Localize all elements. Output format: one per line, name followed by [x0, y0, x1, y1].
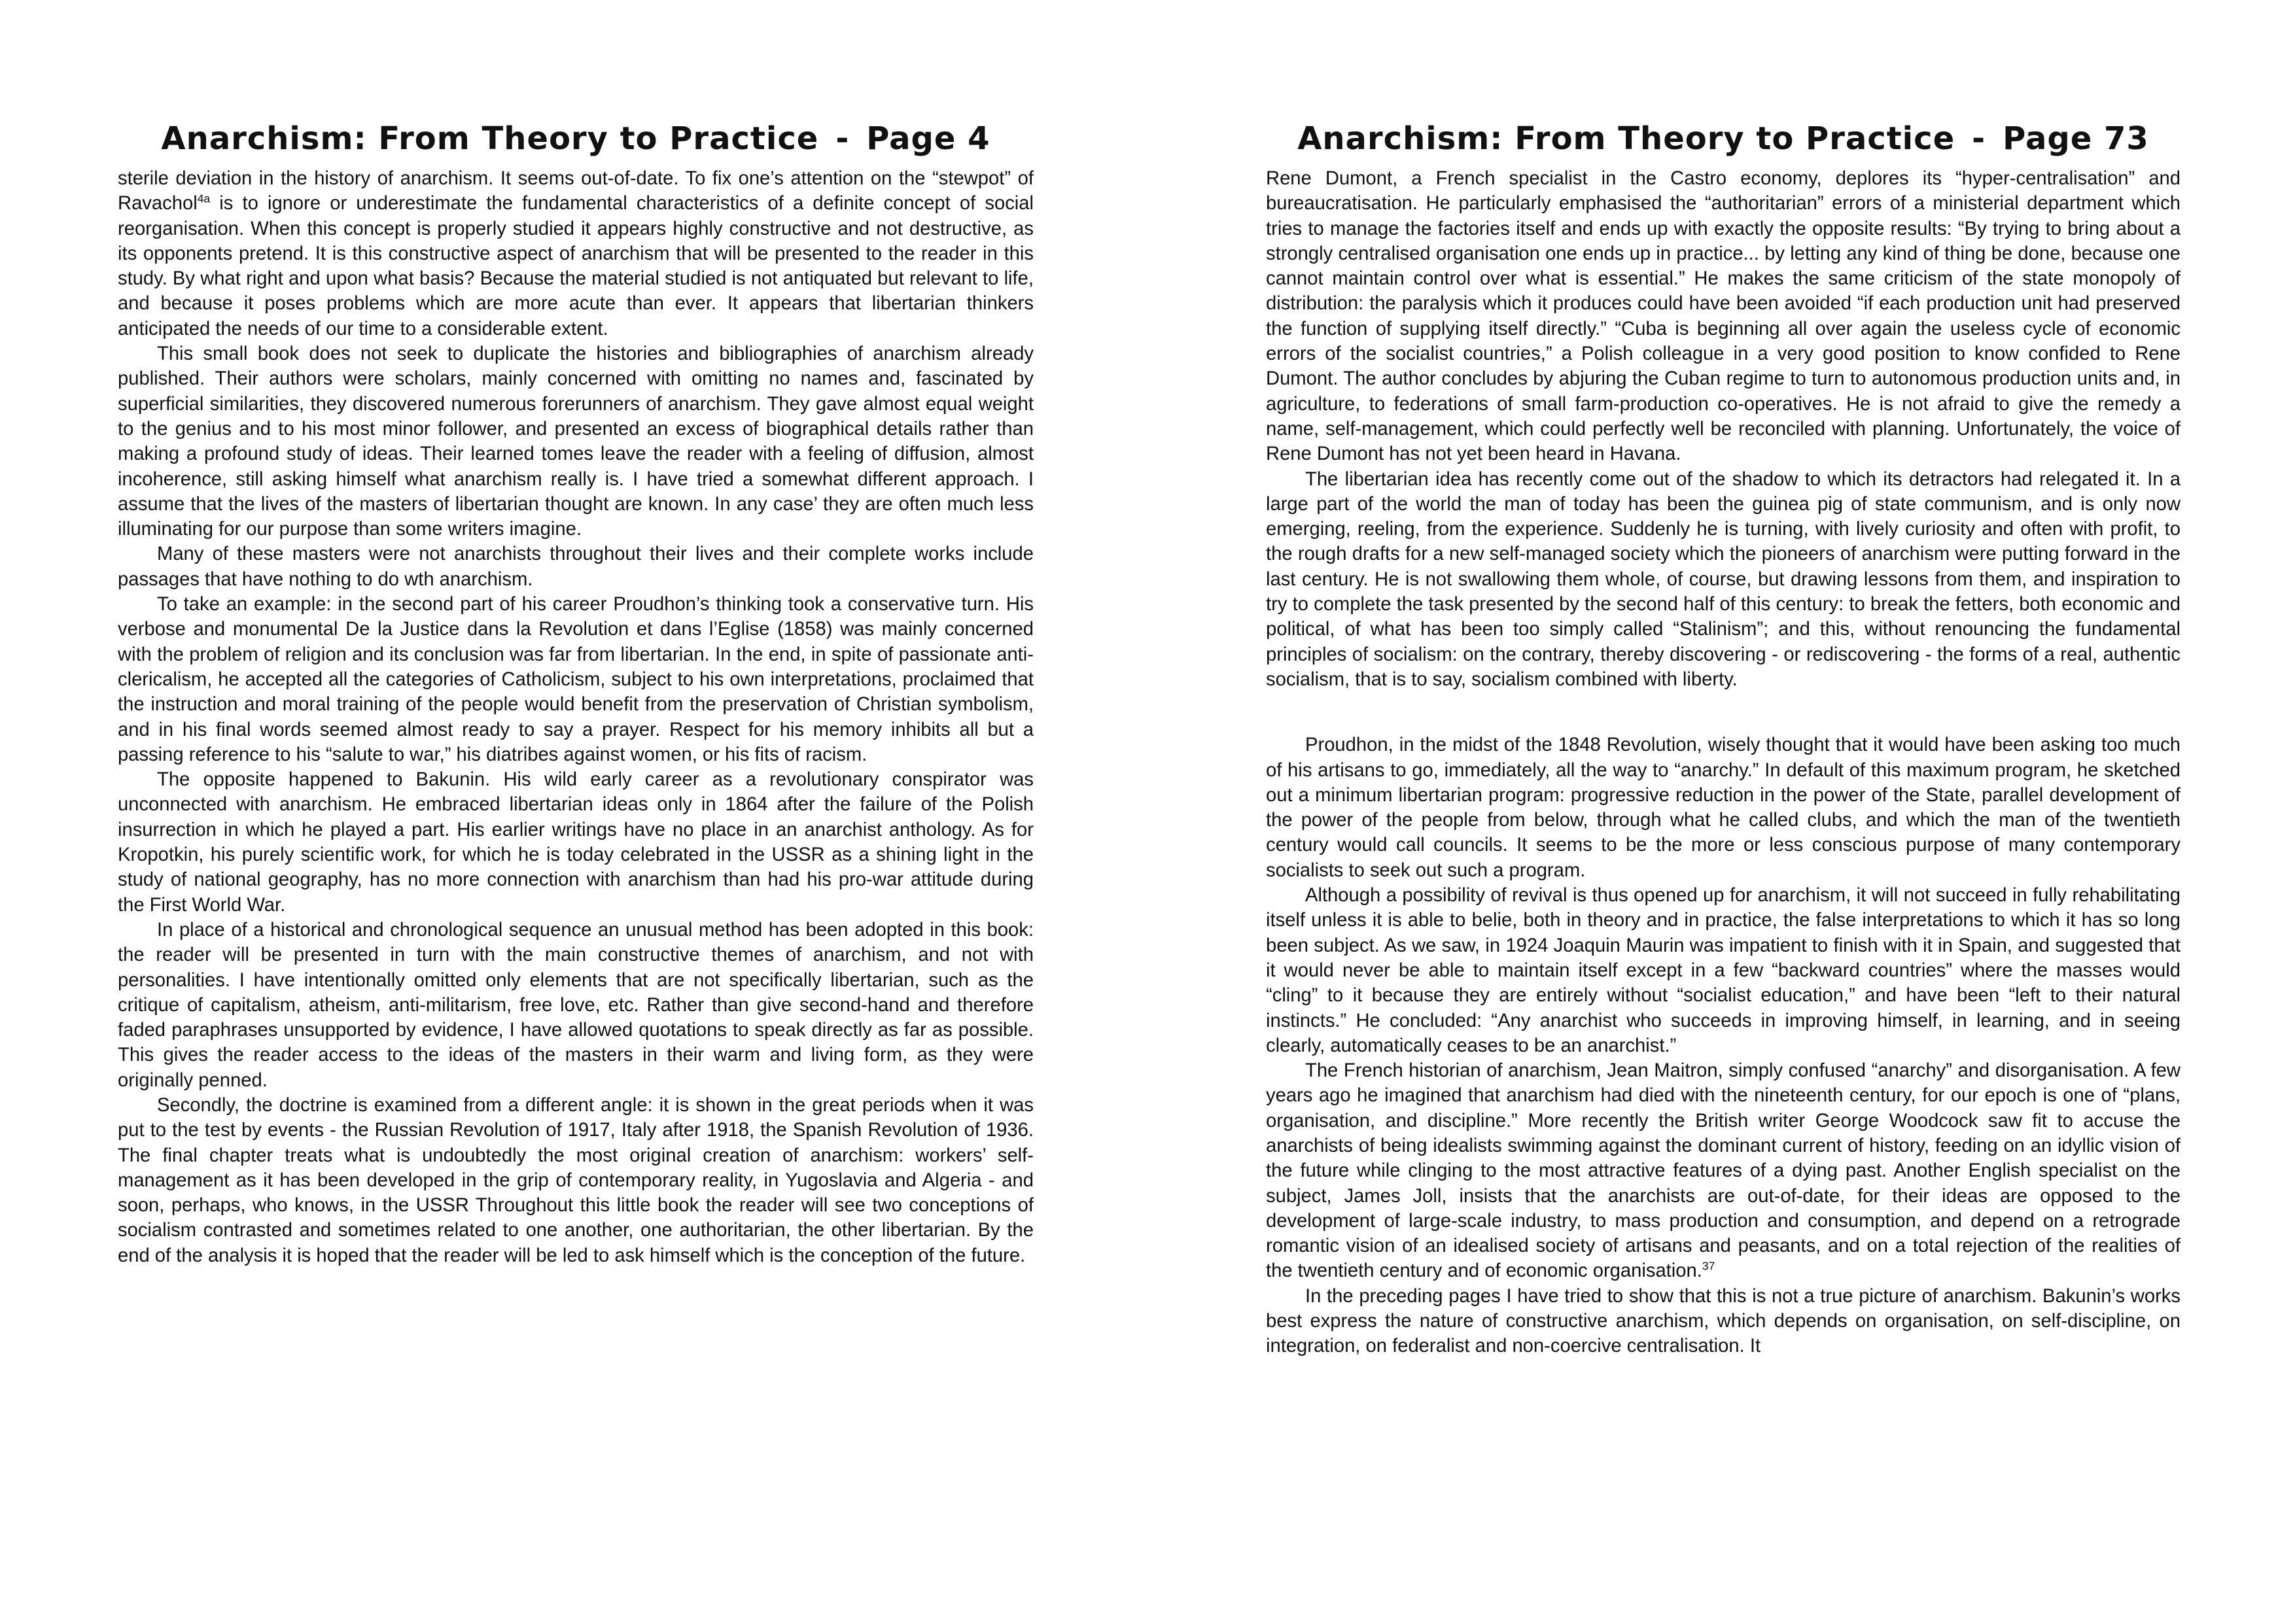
paragraph: Many of these masters were not anarchists throughout their lives and their complete works include passages that have nothing to do wth anarchism.	[118, 544, 1034, 590]
footnote-ref: 37	[1702, 1259, 1715, 1273]
header-separator: -	[835, 120, 850, 157]
right-page	[1266, 118, 2181, 1359]
paragraph: To take an example: in the second part of his career Proudhon’s thinking took a conservative turn. His verbose and monumental De la Justice dans la Revolution et dans l’Eglise (1858) was mainly concerned with the problem of religion and its conclusion was far from libertarian. In the end, in spite of passionate anti-clericalism, he accepted all the categories of Catholicism, subject to his own interpretations, proclaimed that the instruction and moral training of the people would benefit from the preservation of Christian symbolism, and in his final words seemed almost ready to say a prayer. Respect for his memory inhibits all but a passing reference to his “salute to war,” his diatribes against women, or his fits of racism.	[118, 594, 1034, 765]
paragraph: Secondly, the doctrine is examined from a different angle: it is shown in the great periods when it was put to the test by events - the Russian Revolution of 1917, Italy after 1918, the Spanish Revolution of 1936. The final chapter treats what is undoubtedly the most original creation of anarchism: workers’ self-management as it has been developed in the grip of contemporary reality, in Yugoslavia and Algeria - and soon, perhaps, who knows, in the USSR Throughout this little book the reader will see two conceptions of socialism contrasted and sometimes related to one another, one authoritarian, the other libertarian. By the end of the analysis it is hoped that the reader will be led to ask himself which is the conception of the future.	[118, 1094, 1034, 1266]
header-page-label: Page 4	[866, 120, 990, 157]
left-page	[118, 118, 1034, 1268]
body-text	[118, 166, 1034, 1268]
paragraph: In place of a historical and chronological sequence an unusual method has been adopted in this book: the reader will be presented in turn with the main constructive themes of anarchism, and not with personalities. I have intentionally omitted only elements that are not specifically libertarian, such as the critique of capitalism, atheism, anti-militarism, free love, etc. Rather than give second-hand and therefore faded paraphrases unsupported by evidence, I have allowed quotations to speak directly as far as possible. This gives the reader access to the ideas of the masters in their warm and living form, as they were originally penned.	[118, 919, 1034, 1091]
page-header	[118, 118, 1034, 160]
paragraph: In the preceding pages I have tried to show that this is not a true picture of anarchism. Bakunin’s works best express the nature of constructive anarchism, which depends on organisation, on self-discipline, on integration, on federalist and non-coercive centralisation. It	[1266, 1285, 2181, 1357]
header-page-label: Page 73	[2003, 120, 2149, 157]
header-title: Anarchism: From Theory to Practice	[161, 120, 819, 157]
paragraph: Rene Dumont, a French specialist in the Castro economy, deplores its “hyper-centralisation” and bureaucratisation. He particularly emphasised the “authoritarian” errors of a ministerial department which tries to manage the factories itself and ends up with exactly the opposite results: “By trying to bring about a strongly centralised organisation one ends up in practice... by letting any kind of thing be done, because one cannot maintain control over what is essential.” He makes the same criticism of the state monopoly of distribution: the paralysis which it produces could have been avoided “if each production unit had preserved the function of supplying itself directly.” “Cuba is beginning all over again the useless cycle of economic errors of the socialist countries,” a Polish colleague in a very good position to know confided to Rene Dumont. The author concludes by abjuring the Cuban regime to turn to autonomous production units and, in agriculture, to federations of small farm-production co-operatives. He is not afraid to give the remedy a name, self-management, which could perfectly well be reconciled with planning. Unfortunately, the voice of Rene Dumont has not yet been heard in Havana.	[1266, 168, 2181, 465]
paragraph: sterile deviation in the history of anarchism. It seems out-of-date. To fix one’s attention on the “stewpot” of Ravachol$^{4a}$ is to ignore or underestimate the fundamental characteristics of a definite concept of social reorganisation. When this concept is properly studied it appears highly constructive and not destructive, as its opponents pretend. It is this constructive aspect of anarchism that will be presented to the reader in this study. By what right and upon what basis? Because the material studied is not antiquated but relevant to life, and because it poses problems which are more acute than ever. It appears that libertarian thinkers anticipated the needs of our time to a considerable extent.	[118, 168, 1034, 339]
page-header	[1266, 118, 2181, 160]
paragraph: The opposite happened to Bakunin. His wild early career as a revolutionary conspirator was unconnected with anarchism. He embraced libertarian ideas only in 1864 after the failure of the Polish insurrection in which he played a part. His earlier writings have no place in an anarchist anthology. As for Kropotkin, his purely scientific work, for which he is today celebrated in the USSR as a shining light in the study of national geography, has no more connection with anarchism than had his pro-war attitude during the First World War.	[118, 769, 1034, 916]
paragraph: Proudhon, in the midst of the 1848 Revolution, wisely thought that it would have been asking too much of his artisans to go, immediately, all the way to “anarchy.” In default of this maximum program, he sketched out a minimum libertarian program: progressive reduction in the power of the State, parallel development of the power of the people from below, through what he called clubs, and which the man of the twentieth century would call councils. It seems to be the more or less conscious purpose of many contemporary socialists to seek out such a program.	[1266, 734, 2181, 881]
footnote-ref: 4a	[197, 192, 211, 205]
header-separator: -	[1972, 120, 1986, 157]
paragraph: The French historian of anarchism, Jean Maitron, simply confused “anarchy” and disorganisation. A few years ago he imagined that anarchism had died with the nineteenth century, for our epoch is one of “plans, organisation, and discipline.” More recently the British writer George Woodcock saw fit to accuse the anarchists of being idealists swimming against the dominant current of history, feeding on an idyllic vision of the future while clinging to the most attractive features of a dying past. Another English specialist on the subject, James Joll, insists that the anarchists are out-of-date, for their ideas are opposed to the development of large-scale industry, to mass production and consumption, and depend on a retrograde romantic vision of an idealised society of artisans and peasants, and on a total rejection of the realities of the twentieth century and of economic organisation.$^{37}$	[1266, 1060, 2181, 1282]
paragraph: The libertarian idea has recently come out of the shadow to which its detractors had relegated it. In a large part of the world the man of today has been the guinea pig of state communism, and is only now emerging, reeling, from the experience. Suddenly he is turning, with lively curiosity and often with profit, to the rough drafts for a new self-managed society which the pioneers of anarchism were putting forward in the last century. He is not swallowing them whole, of course, but drawing lessons from them, and inspiration to try to complete the task presented by the second half of this century: to break the fetters, both economic and political, of what has been too simply called “Stalinism”; and this, without renouncing the fundamental principles of socialism: on the contrary, thereby discovering - or rediscovering - the forms of a real, authentic socialism, that is to say, socialism combined with liberty.	[1266, 468, 2181, 690]
paragraph: Although a possibility of revival is thus opened up for anarchism, it will not succeed in fully rehabilitating itself unless it is able to belie, both in theory and in practice, the false interpretations to which it has so long been subject. As we saw, in 1924 Joaquin Maurin was impatient to finish with it in Spain, and suggested that it would never be able to maintain itself except in a few “backward countries” where the masses would “cling” to it because they are entirely without “socialist education,” and have been “left to their natural instincts.” He concluded: “Any anarchist who succeeds in improving himself, in learning, and in seeing clearly, automatically ceases to be an anarchist.”	[1266, 885, 2181, 1056]
paragraph: This small book does not seek to duplicate the histories and bibliographies of anarchism already published. Their authors were scholars, mainly concerned with omitting no names and, fascinated by superficial similarities, they discovered numerous forerunners of anarchism. They gave almost equal weight to the genius and to his most minor follower, and presented an excess of biographical details rather than making a profound study of ideas. Their learned tomes leave the reader with a feeling of diffusion, almost incoherence, still asking himself what anarchism really is. I have tried a somewhat different approach. I assume that the lives of the masters of libertarian thought are known. In any case’ they are often much less illuminating for our purpose than some writers imagine.	[118, 343, 1034, 540]
header-title: Anarchism: From Theory to Practice	[1297, 120, 1955, 157]
body-text	[1266, 166, 2181, 1359]
